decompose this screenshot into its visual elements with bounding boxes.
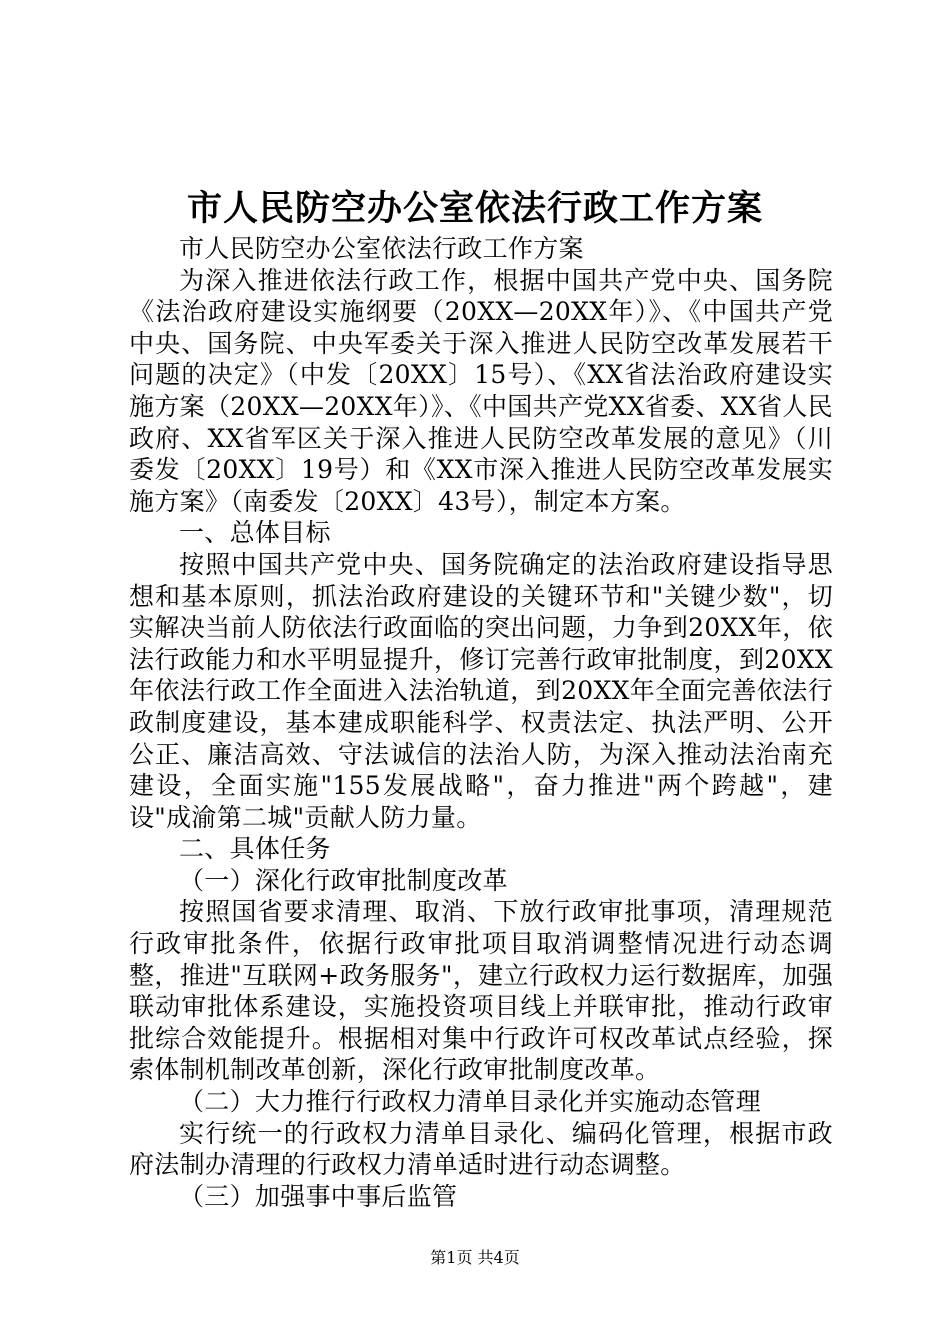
document-title: 市人民防空办公室依法行政工作方案	[186, 188, 763, 229]
paragraph-task-1: 按照国省要求清理、取消、下放行政审批事项，清理规范行政审批条件，依据行政审批项目取消调整情况进行动态调整，推进"互联网+政务服务"，建立行政权力运行数据库，加强联动审批体系建设，实施投资项目线上并联审批，推动行政审批综合效能提升。根据相对集中行政许可权改革试点经验，探索体制机制改革创新，深化行政审批制度改革。	[129, 897, 833, 1085]
subsection-heading-2: （二）大力推行行政权力清单目录化并实施动态管理	[179, 1087, 761, 1117]
paragraph-subtitle: 市人民防空办公室依法行政工作方案	[179, 234, 584, 263]
section-heading-goals: 一、总体目标	[179, 518, 331, 548]
subsection-heading-3: （三）加强事中事后监管	[179, 1181, 458, 1211]
section-heading-tasks: 二、具体任务	[179, 834, 331, 864]
page-number-footer: 第1页 共4页	[430, 1248, 520, 1267]
document-body	[129, 233, 833, 1212]
paragraph-intro: 为深入推进依法行政工作，根据中国共产党中央、国务院《法治政府建设实施纲要（20XX—20XX年）》、《中国共产党中央、国务院、中央军委关于深入推进人民防空改革发展若干问题的决定》（中发〔20XX〕15号）、《XX省法治政府建设实施方案（20XX—20XX年）》、《中国共产党XX省委、XX省人民政府、XX省军区关于深入推进人民防空改革发展的意见》（川委发〔20XX〕19号）和《XX市深入推进人民防空改革发展实施方案》（南委发〔20XX〕43号），制定本方案。	[129, 265, 833, 516]
paragraph-goals: 按照中国共产党中央、国务院确定的法治政府建设指导思想和基本原则，抓法治政府建设的关键环节和"关键少数"，切实解决当前人防依法行政面临的突出问题，力争到20XX年，依法行政能力和水平明显提升，修订完善行政审批制度，到20XX年依法行政工作全面进入法治轨道，到20XX年全面完善依法行政制度建设，基本建成职能科学、权责法定、执法严明、公开公正、廉洁高效、守法诚信的法治人防，为深入推动法治南充建设，全面实施"155发展战略"，奋力推进"两个跨越"，建设"成渝第二城"贡献人防力量。	[129, 549, 833, 832]
paragraph-task-2: 实行统一的行政权力清单目录化、编码化管理，根据市政府法制办清理的行政权力清单适时进行动态调整。	[129, 1118, 833, 1180]
subsection-heading-1: （一）深化行政审批制度改革	[179, 865, 508, 895]
